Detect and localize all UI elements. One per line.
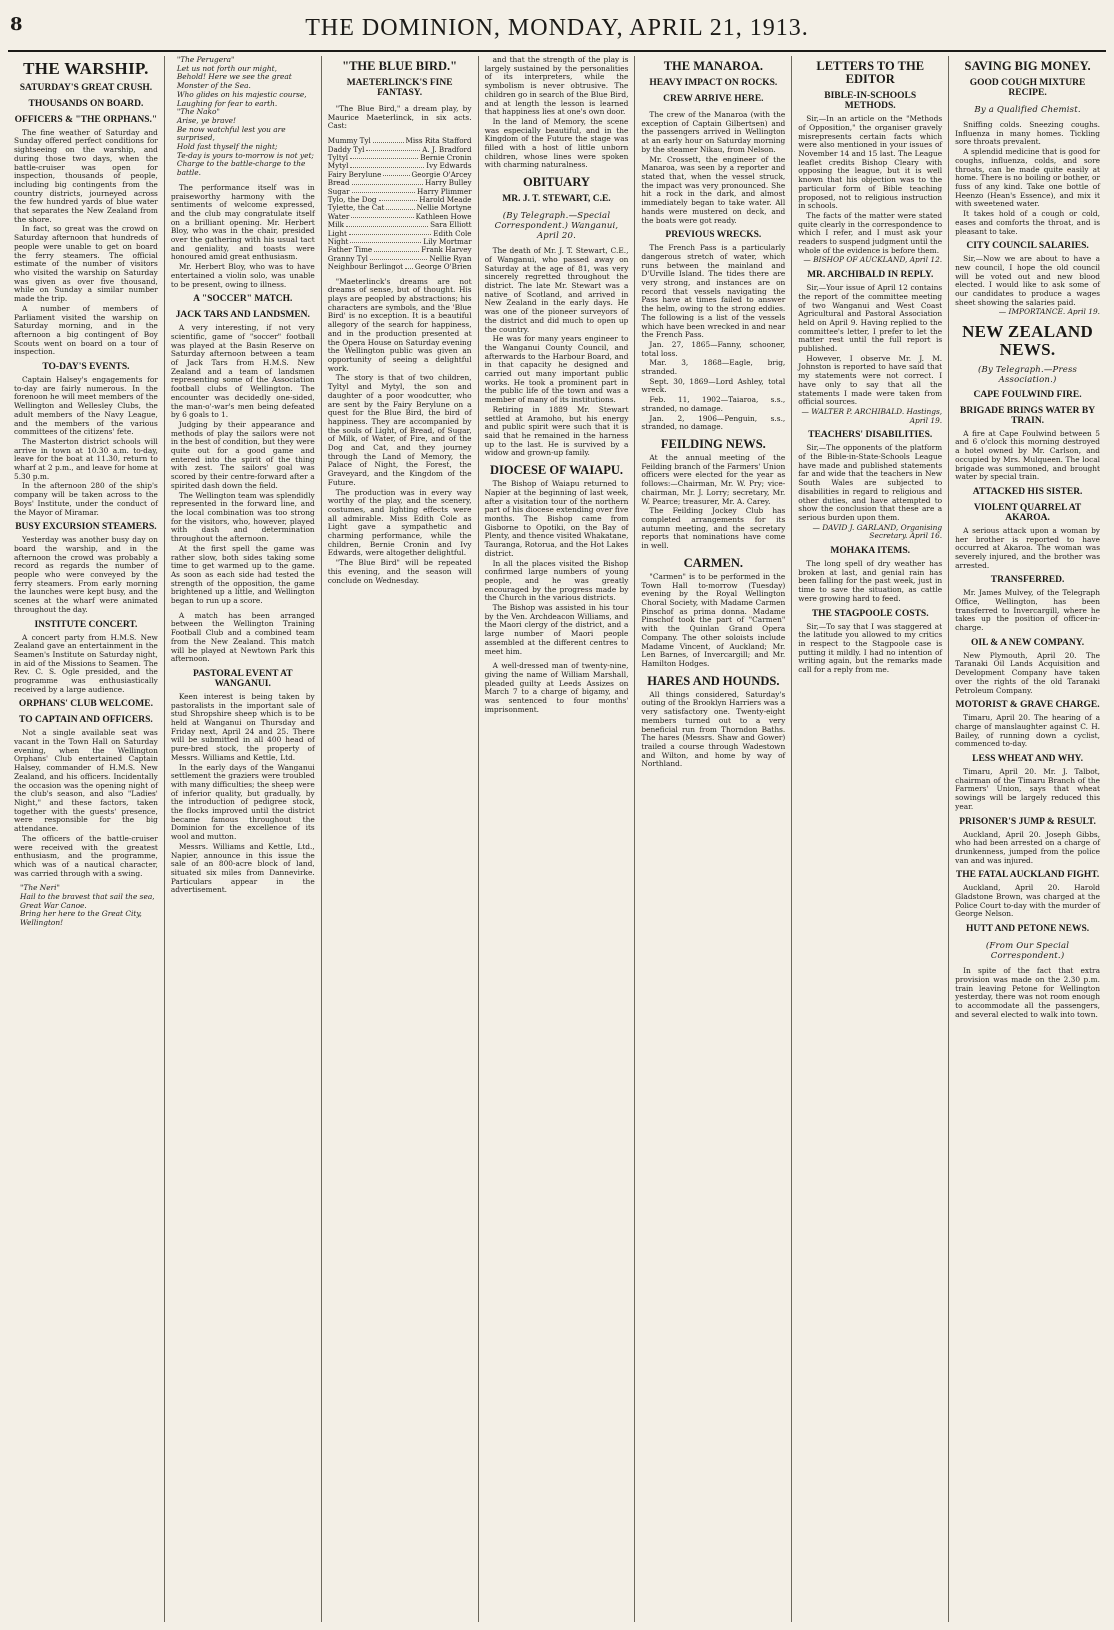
headline: OFFICERS & "THE ORPHANS.": [14, 114, 158, 125]
article-block: [641, 79, 785, 89]
verse-line: Hold fast thyself the night;: [176, 142, 278, 152]
cast-leader: [352, 188, 415, 193]
article-block: [955, 925, 1100, 935]
verse-line: "The Nako": [176, 107, 220, 117]
article-block: [955, 639, 1100, 695]
paragraph: The Bishop of Waiapu returned to Napier at the beginning of last week, after a visitation tour of the northern part of his diocese extending over five months. The Bishop came from Gisborne to Opotiki, on the Bay of Plenty, and thence visited Whakatane, Tauranga, Rotorua, and the Hot Lakes district.: [484, 479, 629, 558]
article-block: [14, 700, 158, 710]
headline: JACK TARS AND LANDSMEN.: [175, 310, 310, 321]
paragraph: Judging by their appearance and methods of play the sailors were not in the best of condition, but they were quite out for a good game and entered into the spirit of the thing with zest. The sailors' goal was scored by their centre-forward after a spirited dash down the field.: [170, 419, 315, 490]
headline: SATURDAY'S GREAT CRUSH.: [19, 82, 153, 93]
article-block: [485, 464, 629, 656]
paragraph: "The Blue Bird," a dream play, by Maurice Maeterlinck, in six acts. Cast:: [327, 104, 472, 131]
dateline: By a Qualified Chemist.: [974, 105, 1081, 116]
cast-actor: Harold Meade: [419, 195, 472, 205]
paragraph: At the first spell the game was rather slow, both sides taking some time to get warmed up to the game. As soon as each side had tested the strength of the opposition, the game brightened up a little, and Wellington began to run up a score.: [170, 543, 315, 606]
column-5: [635, 56, 792, 1622]
paragraph: Auckland, April 20. Joseph Gibbs, who had been arrested on a charge of drunkenness, jumped from the police van and was injured.: [955, 829, 1100, 865]
headline: HEAVY IMPACT ON ROCKS.: [649, 78, 778, 89]
headline: INSTITUTE CONCERT.: [34, 619, 138, 630]
article-block: [14, 84, 158, 94]
masthead-title: THE DOMINION, MONDAY, APRIL 21, 1913.: [305, 14, 809, 41]
article-block: [955, 121, 1100, 236]
article-block: [485, 56, 629, 170]
article-block: [328, 60, 472, 73]
paragraph: Sir,—To say that I was staggered at the latitude you allowed to my critics in respect to the Stagpoole case is putting it mildly. I had no intention of writing again, but the remarks made call for a reply from me.: [798, 621, 943, 675]
paragraph: All things considered, Saturday's outing of the Brooklyn Harriers was a very satisfactory one. Twenty-eight members turned out to a very beneficial run from Thorndon Baths. The hares (Messrs. Shaw and Gower) trailed a course through Wadestown and Wilton, and home by way of Northland.: [641, 689, 786, 769]
paragraph: A concert party from H.M.S. New Zealand gave an entertainment in the Seamen's Institute on Saturday night, in aid of the Missions to Seamen. The Rev. C. S. Ogle presided, and the programme was enthusiastically received by a large audience.: [14, 632, 158, 694]
paragraph: Jan. 27, 1865—Fanny, schooner, total loss.: [641, 339, 786, 358]
paragraph: Timaru, April 20. Mr. J. Talbot, chairman of the Timaru Branch of the Farmers' Union, says that wheat sowings will be largely reduced this year.: [955, 767, 1100, 811]
headline: HUTT AND PETONE NEWS.: [965, 924, 1090, 935]
article-block: [14, 60, 158, 78]
article-block: [171, 612, 315, 664]
paragraph: In all the places visited the Bishop confirmed large numbers of young people, and he was greatly encouraged by the progress made by the Church in the various districts.: [484, 558, 629, 603]
cast-leader: [350, 162, 424, 167]
verse-line: Te-day is yours to-morrow is not yet;: [176, 150, 314, 160]
dateline: (By Telegraph.—Special Correspondent.) Wanganui, April 20.: [494, 211, 619, 242]
cast-role: Neighbour Berlingot: [327, 262, 404, 272]
headline: LESS WHEAT AND WHY.: [972, 754, 1084, 765]
signature: — BISHOP OF AUCKLAND, April 12.: [803, 255, 943, 265]
paragraph: In the afternoon 280 of the ship's company will be taken across to the Boys' Institute, under the conduct of the Mayor of Miramar.: [14, 481, 158, 517]
paragraph: However, I observe Mr. J. M. Johnston is reported to have said that my statements were not correct. I have only to say that all the statements I made were taken from official sources.: [798, 353, 943, 407]
paragraph: Sir,—In an article on the "Methods of Opposition," the organiser gravely misrepresents certain facts which were also mentioned in your issues of November 14 and 15 last. The League leaflet credits Bishop Cleary with opposing the league, but it is well known that his objection was to the particular form of Bible teaching proposed, not to religious instruction in schools.: [798, 114, 943, 211]
dateline: (By Telegraph.—Press Association.): [978, 364, 1078, 385]
cast-role: Bread: [327, 178, 350, 188]
paragraph: Feb. 11, 1902—Taiaroa, s.s., stranded, no damage.: [641, 395, 786, 413]
verse-line: Charge to the battle-charge to the battle.: [176, 159, 306, 178]
article-block: [955, 391, 1100, 401]
column-6: [792, 56, 949, 1622]
headline: THE STAGPOOLE COSTS.: [811, 608, 929, 619]
headline: HARES AND HOUNDS.: [647, 673, 780, 688]
paragraph: Retiring in 1889 Mr. Stewart settled at Aramoho, but his energy and public spirit were such that it is said that he remained in the harness up to the last. He is survived by a widow and grown-up family.: [484, 404, 629, 458]
verse-line: Be now watchful lest you are surprised,: [176, 124, 286, 143]
cast-role: Light: [327, 228, 347, 238]
page-number: 8: [10, 14, 23, 35]
article-block: [955, 967, 1100, 1019]
cast-leader: [346, 221, 428, 226]
cast-role: Fairy Berylune: [327, 169, 382, 179]
headline: CAPE FOULWIND FIRE.: [973, 389, 1082, 400]
cast-actor: Kathleen Howe: [415, 211, 472, 221]
verse-line: "The Neri": [20, 883, 60, 893]
article-block: [485, 211, 629, 241]
cast-role: Milk: [327, 220, 345, 230]
headline: MAETERLINCK'S FINE FANTASY.: [346, 78, 453, 99]
cast-leader: [349, 230, 431, 235]
headline: BUSY EXCURSION STEAMERS.: [15, 522, 157, 533]
verse-line: Arise, ye brave!: [176, 115, 237, 125]
paragraph: The Bishop was assisted in his tour by the Ven. Archdeacon Williams, and the Maori clergy of the district, and a large number of Maori people assembled at the different centres to meet him.: [484, 603, 629, 656]
article-block: [14, 621, 158, 695]
article-block: [641, 675, 785, 769]
article-block: [955, 323, 1100, 359]
cast-actor: Miss Rita Stafford: [405, 136, 472, 146]
article-block: [171, 56, 315, 178]
headline: MR. ARCHIBALD IN REPLY.: [807, 270, 934, 281]
columns: [8, 56, 1106, 1622]
headline: MR. J. T. STEWART, C.E.: [502, 194, 611, 205]
headline: PRISONER'S JUMP & RESULT.: [959, 816, 1096, 827]
paragraph: He was for many years engineer to the Wanganui County Council, and afterwards to the Harbour Board, and in that capacity he designed and carried out many important public works. He took a prominent part in the public life of the town and was a member of many of its institutions.: [484, 334, 629, 405]
paragraph: "Maeterlinck's dreams are not dreams of sense, but of thought. His plays are peopled by abstractions; his characters are symbols, and the 'Blue Bird' is no exception. It is a beautiful allegory of the search for happiness, and in the production presented at the Opera House on Saturday evening the Wellington public was given an opportunity of seeing a delightful work.: [327, 276, 472, 373]
cast-role: Tylette, the Cat: [327, 203, 385, 213]
paragraph: Auckland, April 20. Harold Gladstone Brown, was charged at the Police Court to-day with the murder of George Nelson.: [955, 883, 1100, 919]
headline: LETTERS TO THE EDITOR: [816, 59, 925, 87]
paragraph: The long spell of dry weather has broken at last, and genial rain has been falling for the past week, just in time to save the situation, as cattle were growing hard to feed.: [798, 559, 943, 603]
headline: CARMEN.: [683, 555, 744, 570]
paragraph: The production was in every way worthy of the play, and the scenery, costumes, and lighting effects were all admirable. Miss Edith Cole as Light gave a sympathetic and charming performance, while the children, Bernie Cronin and Ivy Edwards, were altogether delightful.: [327, 487, 472, 558]
headline: THE MANAROA.: [663, 59, 763, 73]
article-block: [328, 79, 472, 99]
paragraph: A splendid medicine that is good for coughs, influenza, colds, and sore throats, can be made quite easily at home. There is no boiling or bother, or fuss of any kind. Take one bottle of Heenzo (Hean's Essence), and mix it with sweetened water.: [955, 147, 1100, 209]
cast-leader: [350, 154, 418, 159]
paragraph: Jan. 2, 1906—Penguin, s.s., stranded, no damage.: [641, 413, 786, 432]
cast-leader: [405, 263, 413, 268]
cast-leader: [373, 137, 404, 142]
article-block: [641, 557, 785, 669]
article-block: [955, 504, 1100, 570]
paragraph: Sir,—Your issue of April 12 contains the report of the committee meeting of two Wanganui and West Coast Agricultural and Pastoral Association held on April 9. Having replied to the committee's letter, I prefer to let the matter rest until the full report is published.: [798, 283, 943, 354]
paragraph: The performance itself was in praiseworthy harmony with the sentiments of welcome expressed, and the club may congratulate itself on a brilliant opening. Mr. Herbert Bloy, who was in the chair, presided over the gathering with his usual tact and geniality, and toasts were honoured amid great enthusiasm.: [170, 182, 315, 262]
cast-actor: A. J. Bradford: [422, 144, 472, 154]
cast-leader: [383, 171, 409, 176]
article-block: [955, 576, 1100, 632]
headline: TRANSFERRED.: [990, 575, 1065, 586]
cast-actor: Harry Plimmer: [417, 186, 472, 196]
headline: BRIGADE BRINGS WATER BY TRAIN.: [960, 405, 1096, 426]
paragraph: Mr. Crossett, the engineer of the Manaroa, was seen by a reporter and stated that, when the vessel struck, the impact was very pronounced. She hit a rock in the dark, and almost immediately began to take water. All hands were mustered on deck, and the boats were got ready.: [641, 154, 786, 225]
headline: DIOCESE OF WAIAPU.: [489, 463, 623, 478]
signature: — IMPORTANCE. April 19.: [998, 307, 1100, 317]
headline: PREVIOUS WRECKS.: [665, 230, 762, 241]
article-block: [955, 755, 1100, 811]
article-block: [485, 176, 629, 189]
article-block: [641, 111, 785, 225]
article-block: [955, 818, 1100, 866]
headline: BIBLE-IN-SCHOOLS METHODS.: [824, 91, 917, 112]
paragraph: In the land of Memory, the scene was especially beautiful, and in the Kingdom of the Future the stage was filled with a host of little unborn children, whose lines were spoken with charming naturalness.: [484, 116, 629, 170]
headline: CITY COUNCIL SALARIES.: [966, 241, 1089, 252]
paragraph: Mr. James Mulvey, of the Telegraph Office, Wellington, has been transferred to Invercargill, where he takes up the position of officer-in-charge.: [955, 588, 1100, 633]
paragraph: The French Pass is a particularly dangerous stretch of water, which runs between the mainland and D'Urville Island. The tides there are very strong, and instances are on record that vessels navigating the Pass have at times failed to answer the helm, owing to the strong eddies. The following is a list of the vessels which have been wrecked in and near the French Pass.: [641, 243, 786, 340]
paragraph: Sir,—The opponents of the platform of the Bible-in-State-Schools League have made and published statements far and wide that the teachers in New South Wales are subjected to disabilities in regard to religious and other duties, and have attempted to show the conclusion that these are a serious burden upon them.: [798, 443, 943, 522]
article-block: [798, 610, 942, 675]
article-block: [955, 242, 1100, 317]
cast-role: Granny Tyl: [327, 253, 368, 263]
headline: ORPHANS' CLUB WELCOME.: [18, 699, 153, 710]
paragraph: A number of members of Parliament visited the warship on Saturday morning, and in the afternoon a big contingent of Boy Scouts went on board on a tour of inspection.: [14, 303, 158, 357]
paragraph: Sir,—Now we are about to have a new council, I hope the old council will be voted out and new blood elected. I would like to ask some of our candidates to produce a wages sheet showing the salaries paid.: [955, 254, 1100, 307]
headline: TO-DAY'S EVENTS.: [42, 362, 130, 373]
headline: VIOLENT QUARREL AT AKAROA.: [973, 502, 1082, 523]
paragraph: It takes hold of a cough or cold, eases and comforts the throat, and is pleasant to take.: [955, 209, 1100, 236]
headline: SAVING BIG MONEY.: [964, 59, 1091, 73]
cast-role: Mummy Tyl: [327, 136, 371, 146]
cast-actor: Lily Mortmar: [423, 237, 472, 247]
paragraph: Timaru, April 20. The hearing of a charge of manslaughter against C. H. Bailey, of running down a cyclist, commenced to-day.: [955, 713, 1100, 749]
article-block: [641, 60, 785, 73]
article-block: [171, 295, 315, 305]
article-block: [641, 438, 785, 551]
paragraph: Yesterday was another busy day on board the warship, and in the afternoon the crowd was probably a record as regards the number of people who were conveyed by the ferry steamers. From early morning the launches were kept busy, and the scenes at the wharf were animated throughout the day.: [14, 535, 158, 614]
cast-actor: Edith Cole: [433, 228, 472, 238]
cast-leader: [366, 146, 420, 151]
headline: NEW ZEALAND NEWS.: [962, 322, 1094, 359]
article-block: [798, 92, 942, 265]
paragraph: Not a single available seat was vacant in the Town Hall on Saturday evening, when the Wellington Orphans' Club entertained Captain Halsey, commander of H.M.S. New Zealand, and his officers. Incidentally the occasion was the opening night of the club's season, and also "Ladies' Night," and these factors, taken together with the guests' presence, were responsible for the big attendance.: [14, 728, 158, 834]
cast-row: [328, 263, 472, 271]
cast-actor: George O'Brien: [414, 262, 472, 272]
paragraph: The Masterton district schools will arrive in town at 10.30 a.m. to-day, leave for the boat at 11.30, return to wharf at 2 p.m., and leave for home at 5.30 p.m.: [14, 436, 158, 481]
paragraph: The facts of the matter were stated quite clearly in the correspondence to which I refer, and I must ask your readers to suspend judgment until the whole of the evidence is before them.: [798, 210, 943, 255]
headline: THE FATAL AUCKLAND FIGHT.: [955, 870, 1100, 881]
paragraph: Mar. 3, 1868—Eagle, brig, stranded.: [641, 358, 786, 377]
paragraph: The Feilding Jockey Club has completed arrangements for its autumn meeting, and the secretary reports that nominations have come in well.: [641, 506, 786, 551]
paragraph: and that the strength of the play is largely sustained by the personalities of its interpreters, while the symbolism is never obtrusive. The children go in search of the Blue Bird, and at length the lesson is learned that happiness lies at one's own door.: [484, 56, 629, 117]
article-block: [171, 670, 315, 895]
headline: OBITUARY: [523, 175, 590, 190]
article-block: [14, 116, 158, 357]
article-block: [955, 60, 1100, 73]
headline: THE WARSHIP.: [23, 59, 149, 78]
cast-actor: Sara Elliott: [430, 220, 472, 230]
article-block: [641, 231, 785, 432]
column-4: [479, 56, 636, 1622]
headline: CREW ARRIVE HERE.: [663, 94, 764, 105]
cast-role: Mytyl: [327, 161, 349, 171]
paragraph: New Plymouth, April 20. The Taranaki Oil Lands Acquisition and Development Company have taken over the rights of the old Taranaki Petroleum Company.: [955, 650, 1100, 695]
verse-line: "The Perugera": [176, 56, 235, 64]
column-3: [322, 56, 479, 1622]
paragraph: Keen interest is being taken by pastoralists in the important sale of stud Shropshire sheep which is to be held at Wanganui on Thursday and Friday next, April 24 and 25. There will be submitted in all 400 head of pure-bred stock, the property of Messrs. Williams and Kettle, Ltd.: [170, 691, 315, 762]
article-block: [955, 105, 1100, 115]
article-block: [798, 431, 942, 541]
paragraph: Sept. 30, 1869—Lord Ashley, total wreck.: [641, 376, 786, 395]
cast-role: Night: [327, 237, 349, 247]
paragraph: Mr. Herbert Bloy, who was to have entertained a violin solo, was unable to be present, owing to illness.: [170, 262, 315, 289]
cast-leader: [352, 179, 423, 184]
cast-leader: [350, 238, 421, 243]
paragraph: "Carmen" is to be performed in the Town Hall to-morrow (Tuesday) evening by the Royal Wellington Choral Society, with Madame Carmen Pinschof as prima donna. Madame Pinschof took the part of "Carmen" with the Quinlan Grand Opera Company. The other soloists include Madame Vincent, of Auckland; Mr. Len Barnes, of Invercargill; and Mr. Hamilton Hodges.: [641, 571, 786, 668]
article-block: [171, 311, 315, 605]
cast-actor: Bernie Cronin: [420, 152, 472, 162]
article-block: [328, 105, 472, 131]
verse-line: Laughing for fear to earth.: [176, 98, 278, 108]
cast-leader: [374, 246, 419, 251]
article-block: [14, 523, 158, 614]
paragraph: A very interesting, if not very scientific, game of "soccer" football was played at the Basin Reserve on Saturday afternoon between a team of Jack Tars from H.M.S. New Zealand and a team of landsmen representing some of the Association football clubs of Wellington. The encounter was decidedly one-sided, the man-o'-war's men being defeated by 6 goals to 1.: [170, 323, 315, 420]
paragraph: In fact, so great was the crowd on Saturday afternoon that hundreds of people were unable to get on board the ferry steamers. The official estimate of the number of visitors who visited the warship on Saturday was given as over five thousand, while on Sunday a similar number made the trip.: [14, 224, 158, 304]
column-1: [8, 56, 165, 1622]
signature: — WALTER P. ARCHIBALD. Hastings, April 19.: [801, 406, 943, 425]
article-block: [798, 60, 942, 86]
cast-leader: [370, 255, 427, 260]
headline: MOTORIST & GRAVE CHARGE.: [955, 700, 1100, 711]
article-block: [485, 662, 629, 714]
cast-actor: Georgie O'Arcey: [411, 169, 472, 179]
cast-leader: [379, 196, 418, 201]
cast-leader: [386, 204, 414, 209]
cast-role: Tyltyl: [327, 152, 349, 162]
cast-actor: Nellie Mortyne: [416, 203, 472, 213]
cast-actor: Nellie Ryan: [429, 253, 472, 263]
verse-line: Great War Canoe.: [20, 900, 87, 910]
article-block: [955, 79, 1100, 99]
headline: THOUSANDS ON BOARD.: [28, 98, 144, 109]
article-block: [798, 271, 942, 425]
article-block: [328, 278, 472, 586]
article-block: [955, 365, 1100, 385]
article-block: [328, 137, 472, 272]
dateline: (From Our Special Correspondent.): [985, 941, 1070, 962]
article-block: [14, 100, 158, 110]
column-2: [165, 56, 322, 1622]
verse-line: Let us not forth our might,: [176, 63, 277, 73]
column-7: [949, 56, 1106, 1622]
verse-line: Hail to the bravest that sail the sea,: [20, 892, 155, 902]
cast-role: Sugar: [327, 186, 350, 196]
paragraph: The story is that of two children, Tyltyl and Mytyl, the son and daughter of a poor woodcutter, who are sent by the Fairy Berylune on a quest for the Blue Bird, the bird of happiness. They are accompanied by the souls of Light, of Bread, of Sugar, of Milk, of Water, of Fire, and of the Dog and Cat, and they journey through the Land of Memory, the Palace of Night, the Forest, the Graveyard, and the Kingdom of the Future.: [327, 373, 472, 487]
paragraph: The officers of the battle-cruiser were received with the greatest enthusiasm, and the programme, which was of a nautical character, was carried through with a swing.: [14, 833, 158, 878]
cast-role: Father Time: [327, 245, 373, 255]
article-block: [955, 488, 1100, 498]
article-block: [641, 95, 785, 105]
cast-leader: [351, 213, 413, 218]
headline: FEILDING NEWS.: [660, 436, 766, 451]
article-block: [955, 941, 1100, 961]
article-block: [955, 407, 1100, 482]
paragraph: "The Blue Bird" will be repeated this evening, and the season will conclude on Wednesday.: [327, 558, 472, 585]
cast-actor: Ivy Edwards: [426, 161, 472, 171]
paragraph: At the annual meeting of the Feilding branch of the Farmers' Union officers were elected for the year as follows:—Chairman, Mr. W. Pry; vice-chairman, Mr. J. Lorry; secretary, Mr. W. Pearce; treasurer, Mr. A. Carey.: [641, 453, 786, 506]
article-block: [485, 195, 629, 205]
signature: — DAVID J. GARLAND, Organising Secretary. April 16.: [812, 522, 943, 541]
cast-role: Water: [327, 211, 350, 221]
cast-role: Tylo, the Dog: [327, 195, 377, 205]
headline: ATTACKED HIS SISTER.: [972, 486, 1083, 497]
article-block: [14, 363, 158, 517]
article-block: [171, 184, 315, 289]
paragraph: A match has been arranged between the Wellington Training Football Club and a combined team from the New Zealand. This match will be played at Newtown Park this afternoon.: [170, 610, 315, 664]
article-block: [955, 701, 1100, 749]
article-block: [955, 871, 1100, 919]
paragraph: A well-dressed man of twenty-nine, giving the name of William Marshall, pleaded guilty at Leeds Assizes on March 7 to a charge of bigamy, and was sentenced to four months' imprisonment.: [484, 661, 629, 714]
headline: GOOD COUGH MIXTURE RECIPE.: [969, 78, 1086, 99]
paragraph: The fine weather of Saturday and Sunday offered perfect conditions for sightseeing on the warship, and during those two days, when the battle-cruiser was open for inspection, thousands of people, including big contingents from the country districts, journeyed across the few hundred yards of blue water that separates the New Zealand from the shore.: [14, 127, 158, 224]
article-block: [14, 716, 158, 878]
cast-actor: Harry Bulley: [424, 178, 472, 188]
verse-line: Behold! Here we see the great Monster of the Sea.: [176, 72, 292, 91]
headline: "THE BLUE BIRD.": [342, 59, 458, 73]
headline: OIL & A NEW COMPANY.: [971, 637, 1085, 648]
article-block: [798, 547, 942, 603]
paragraph: The death of Mr. J. T. Stewart, C.E., of Wanganui, who passed away on Saturday at the age of 81, was very sincerely regretted throughout the district. The late Mr. Stewart was a native of Scotland, and arrived in New Zealand in the early days. He was one of the pioneer surveyors of the district and did much to open up the country.: [484, 246, 629, 334]
headline: TO CAPTAIN AND OFFICERS.: [19, 715, 153, 726]
verse-line: Bring her here to the Great City, Wellington!: [20, 909, 142, 928]
paragraph: Sniffing colds. Sneezing coughs. Influenza in many homes. Tickling sore throats prevalent.: [955, 120, 1100, 147]
headline: PASTORAL EVENT AT WANGANUI.: [192, 668, 293, 689]
paragraph: In spite of the fact that extra provision was made on the 2.30 p.m. train leaving Petone for Wellington yesterday, there was not room enough to accommodate all the passengers, and several elected to walk into town.: [955, 966, 1100, 1019]
headline: TEACHERS' DISABILITIES.: [808, 430, 933, 441]
headline: A "SOCCER" MATCH.: [193, 294, 293, 305]
article-block: [14, 884, 158, 928]
verse-line: Who glides on his majestic course,: [176, 89, 307, 99]
paragraph: The Wellington team was splendidly represented in the forward line, and the local combination was too strong for the visitors, who, however, played with dash and determination throughout the afternoon.: [170, 490, 315, 544]
paragraph: Messrs. Williams and Kettle, Ltd., Napier, announce in this issue the sale of an 800-acre block of land, situated six miles from Dannevirke. Particulars appear in the advertisement.: [170, 841, 315, 895]
paragraph: Captain Halsey's engagements for to-day are fairly numerous. In the forenoon he will meet members of the Wellington and Wellesley Clubs, the adult members of the Navy League, and the members of the various committees of the citizens' fete.: [14, 375, 158, 437]
cast-actor: Frank Harvey: [421, 245, 472, 255]
masthead: [8, 6, 1106, 52]
cast-role: Daddy Tyl: [327, 144, 365, 154]
paragraph: A serious attack upon a woman by her brother is reported to have occurred at Akaroa. The woman was severely injured, and the brother was arrested.: [955, 525, 1100, 570]
paragraph: In the early days of the Wanganui settlement the graziers were troubled with many difficulties; the sheep were of inferior quality, but gradually, by the introduction of pedigree stock, the flocks improved until the district became famous throughout the Dominion for the excellence of its wool and mutton.: [170, 762, 315, 842]
paragraph: A fire at Cape Foulwind between 5 and 6 o'clock this morning destroyed a hotel owned by Mr. Carlson, and occupied by Mrs. Mulqueen. The local brigade was summoned, and brought water by special train.: [955, 428, 1100, 482]
article-block: [485, 247, 629, 458]
headline: MOHAKA ITEMS.: [830, 546, 911, 557]
paragraph: The crew of the Manaroa (with the exception of Captain Gilbertsen) and the passengers arrived in Wellington at an early hour on Saturday morning by the steamer Nikau, from Nelson.: [641, 110, 786, 154]
